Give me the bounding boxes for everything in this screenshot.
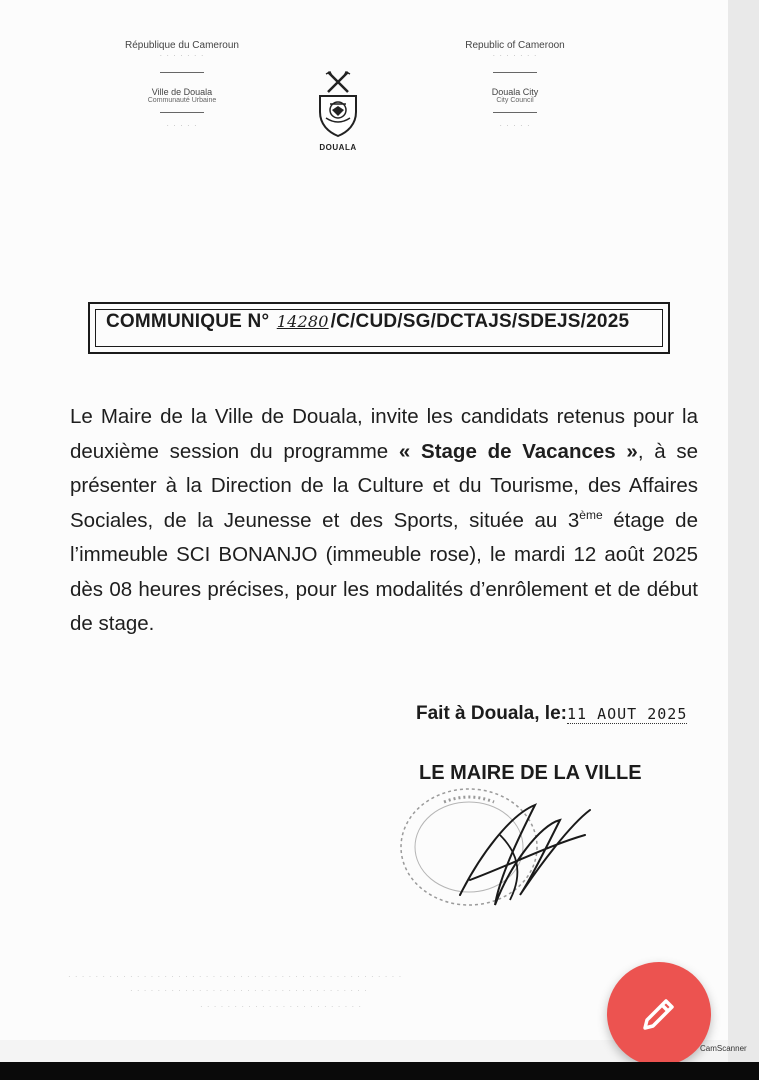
bottom-bar xyxy=(0,1062,759,1080)
communique-number: 14280 xyxy=(276,312,329,331)
header-right-city: Douala City xyxy=(491,87,539,97)
header-right-country: Republic of Cameroon xyxy=(465,40,565,51)
header-left-country: République du Cameroun xyxy=(125,40,239,51)
footer-faint-line: · · · · · · · · · · · · · · · · · · · · · · · · · · · · · · · · · · · · · · · · · · · · · · · · · xyxy=(68,972,403,981)
header-right-entity: City Council xyxy=(496,97,534,104)
signature xyxy=(440,795,600,915)
communique-box xyxy=(88,302,670,354)
body-part-3: étage de l’immeuble SCI BONANJO (immeuble rose), le mardi 12 août 2025 dès 08 heures précises, pour les modalités d’enrôlement et de début de stage. xyxy=(70,508,698,635)
header-left-city: Ville de Douala xyxy=(151,87,213,97)
header-right-faint: · · · · · xyxy=(499,121,531,130)
footer-faint-line: · · · · · · · · · · · · · · · · · · · · · · · · xyxy=(200,1002,363,1011)
emblem-label: DOUALA xyxy=(319,143,357,152)
body-part-2: , à se présenter à la Direction de la Culture et du Tourisme, des Affaires Sociales, de la Jeunesse et des Sports, située au 3 xyxy=(70,439,699,532)
body-paragraph xyxy=(70,400,698,642)
ordinal-suffix: ème xyxy=(579,507,603,522)
edit-button[interactable] xyxy=(607,962,711,1066)
header-left xyxy=(122,40,242,130)
scan-edge xyxy=(728,0,759,1080)
place-label: Fait à Douala, le: xyxy=(416,703,567,724)
divider xyxy=(493,112,537,113)
pencil-icon xyxy=(639,994,679,1034)
douala-emblem xyxy=(310,70,366,154)
body-part-1: Le Maire de la Ville de Douala, invite les candidats retenus pour la deuxième session du programme xyxy=(70,405,698,463)
communique-title xyxy=(106,311,629,333)
divider xyxy=(493,72,537,73)
divider xyxy=(160,112,204,113)
communique-prefix: COMMUNIQUE N° xyxy=(106,311,270,332)
place-date xyxy=(416,703,687,725)
header-right xyxy=(452,40,578,130)
header-left-motto: · · · · · · · xyxy=(159,51,205,60)
camscanner-watermark: CamScanner xyxy=(700,1044,747,1053)
program-name: « Stage de Vacances » xyxy=(398,439,638,463)
date-stamp: 11 AOUT 2025 xyxy=(566,705,688,723)
divider xyxy=(160,72,204,73)
communique-suffix: /C/CUD/SG/DCTAJS/SDEJS/2025 xyxy=(330,311,630,332)
coat-of-arms-icon xyxy=(310,70,366,140)
header-left-faint: · · · · · xyxy=(166,121,198,130)
signatory-title: LE MAIRE DE LA VILLE xyxy=(419,762,642,784)
footer-faint-line: · · · · · · · · · · · · · · · · · · · · · · · · · · · · · · · · · · · xyxy=(130,986,368,995)
header-right-motto: · · · · · · · xyxy=(492,51,538,60)
header-left-entity: Communauté Urbaine xyxy=(147,97,217,104)
